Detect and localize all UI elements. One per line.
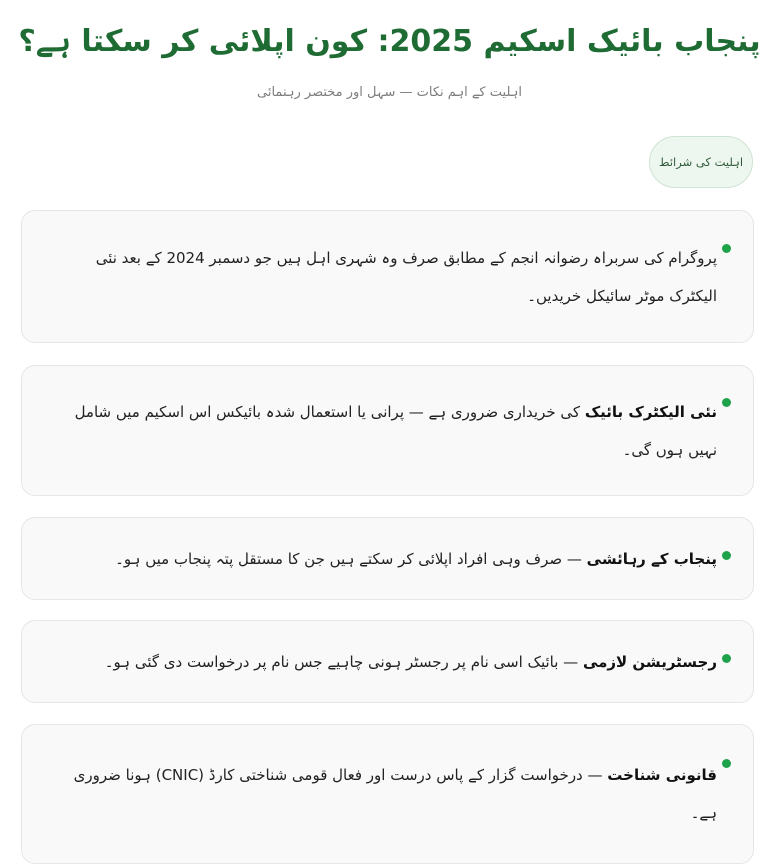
eligibility-section-pill: اہلیت کی شرائط [649, 136, 753, 188]
criteria-card [21, 620, 754, 703]
criteria-lead: رجسٹریشن لازمی [582, 652, 717, 671]
bullet-icon [722, 244, 731, 253]
criteria-card [21, 724, 754, 864]
bullet-icon [722, 759, 731, 768]
criteria-text [52, 239, 717, 315]
page-subtitle: اہلیت کے اہم نکات — سہل اور مختصر رہنمائی [257, 85, 522, 100]
criteria-lead: نئی الیکٹرک بائیک [584, 402, 717, 421]
criteria-body: پروگرام کی سربراہ رضوانہ انجم کے مطابق صرف وہ شہری اہل ہیں جو دسمبر 2024 کے بعد نئی الیکٹرک موٹر سائیکل خریدیں۔ [95, 248, 717, 305]
criteria-card [21, 210, 754, 343]
criteria-lead: پنجاب کے رہائشی [586, 549, 717, 568]
criteria-text [52, 540, 717, 578]
criteria-body: کی خریداری ضروری ہے — پرانی یا استعمال شدہ بائیکس اس اسکیم میں شامل نہیں ہوں گی۔ [74, 402, 717, 459]
bullet-icon [722, 654, 731, 663]
bullet-icon [722, 398, 731, 407]
criteria-card [21, 365, 754, 496]
criteria-card [21, 517, 754, 600]
criteria-text [52, 756, 717, 832]
criteria-body: — بائیک اسی نام پر رجسٹر ہونی چاہیے جس نام پر درخواست دی گئی ہو۔ [104, 652, 583, 671]
bullet-icon [722, 551, 731, 560]
criteria-lead: قانونی شناخت [607, 766, 717, 784]
criteria-text [52, 643, 717, 681]
criteria-body: — صرف وہی افراد اپلائی کر سکتے ہیں جن کا مستقل پتہ پنجاب میں ہو۔ [115, 549, 587, 568]
criteria-body: — درخواست گزار کے پاس درست اور فعال قومی شناختی کارڈ (CNIC) ہونا ضروری ہے۔ [73, 766, 717, 822]
criteria-text [52, 393, 717, 469]
page-title: پنجاب بائیک اسکیم 2025: کون اپلائی کر سکتا ہے؟ [18, 24, 761, 59]
